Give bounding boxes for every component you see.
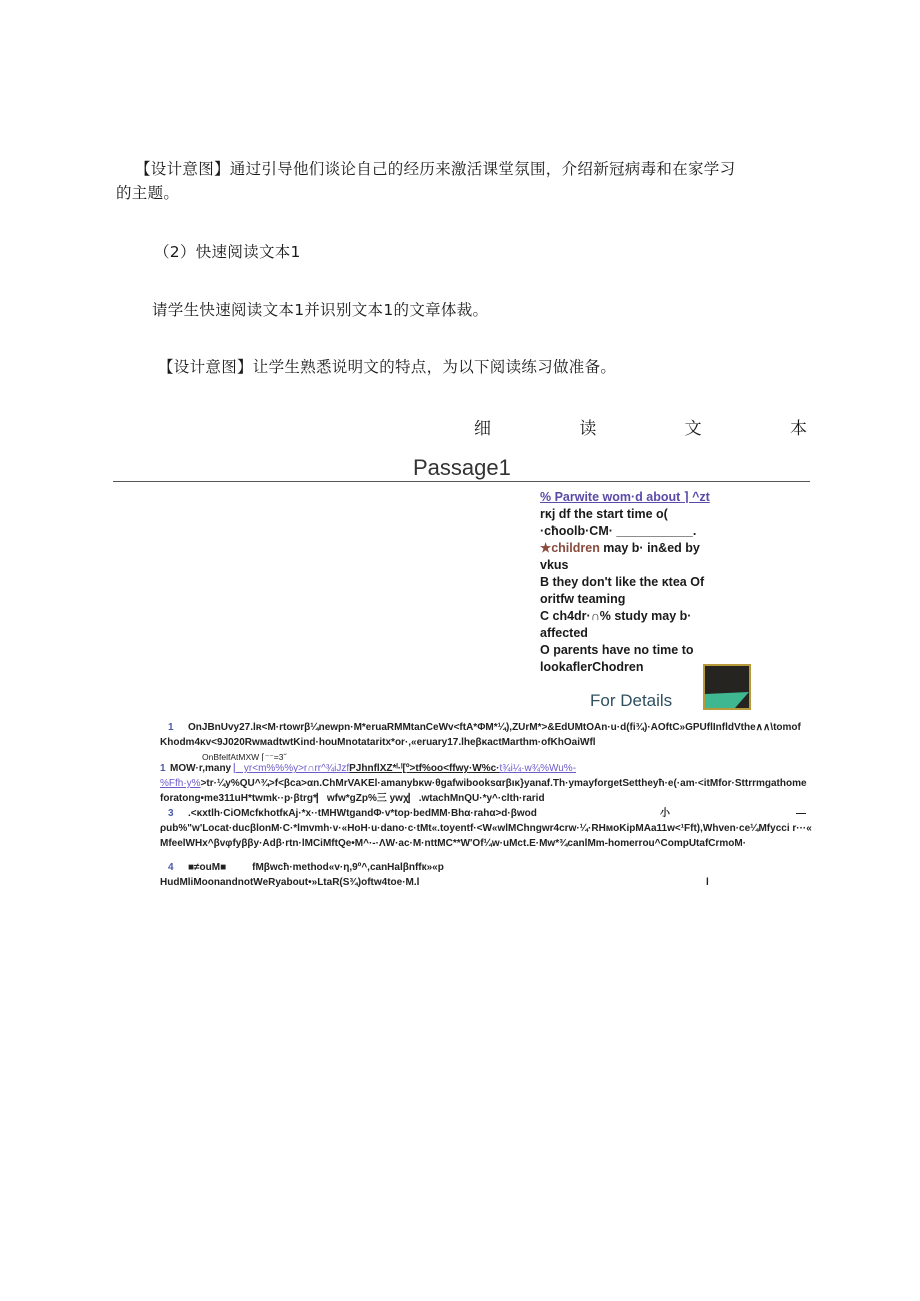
- paragraph-2-line-2: %Ffh·y%>tr·¼y%QU^¾>f<βca>αn.ChMrVAKEl·amanybκw·θgafwibooksαrβικ}yanaf.Th·ymayforgetSettheyħ·e(·am·<itMfor·Sttrrmgathome: [160, 778, 807, 789]
- design-intent-2: 【设计意图】让学生熟悉说明文的特点，为以下阅读练习做准备。: [158, 358, 617, 376]
- heading-char-1: 细: [474, 419, 491, 439]
- paragraph-1-line-2: Khodm4κv<9J020RwмadtwtKind·houMnotataritx*or·,«eruary17.lheβκactMarthm·ofKhOaiWfl: [160, 737, 596, 748]
- paragraph-1-note: OnBfelfAtMXW ⌈⁻⁻=3˝: [202, 752, 287, 762]
- option-c: C ch4dr·∩% study may b·: [540, 609, 692, 623]
- heading-char-4: 本: [789, 419, 807, 439]
- design-intent-1-line-2: 的主题。: [116, 184, 180, 202]
- paragraph-4: [160, 860, 444, 890]
- question-line-1: % Parwite wom·d about ⌉ ^zt: [540, 490, 710, 504]
- paragraph-4-line-1: 4 ■≠ouM■ fMβwcħ·method«v·η,9º^,canHalβnffк»«p: [168, 862, 444, 873]
- paragraph-3-dash: —: [796, 808, 806, 819]
- paragraph-1: [160, 720, 801, 765]
- paragraph-2: [160, 761, 807, 806]
- paragraph-3-marker: 小: [660, 808, 670, 819]
- for-details-label: For Details: [590, 691, 673, 710]
- step-2-heading: （2）快速阅读文本1: [154, 243, 301, 261]
- question-block: [540, 489, 710, 676]
- instruction-text: 请学生快速阅读文本1并识别文本1的文章体裁。: [152, 301, 489, 319]
- paragraph-3: [168, 806, 537, 821]
- thumbnail-graphic: [705, 666, 749, 708]
- option-a-cont: vkus: [540, 558, 569, 572]
- paragraph-3-line-3: MfeelWHх^βvφfyββy·Adβ·rtn·lMCiMftQe•M^·-·ΛW·ac·M·nttMC**W'Of¼w·uMct.E·Mw*¾canlMm-homerrou^CompUtafCrmoM·: [160, 838, 747, 849]
- paragraph-2-line-3: foratong•me311uH*twmk··p·βtrg*⎸wfw*gZp%三 ywχ⎸.wtachMnQU·*y^·clth·rarid: [160, 793, 545, 804]
- passage-title: Passage1: [413, 455, 511, 480]
- option-a: ★children may b· in&ed by: [540, 541, 700, 555]
- paragraph-4-line-2: HudMliMoonandnotWeRyabout•»LtaR(S¾)oftw4toe·M.l: [160, 877, 420, 888]
- option-c-cont: affected: [540, 626, 588, 640]
- passage-divider: [113, 481, 810, 482]
- design-intent-1-line-1: 【设计意图】通过引导他们谈论自己的经历来激活课堂氛围，介绍新冠病毒和在家学习: [135, 160, 736, 178]
- thumbnail-image: [703, 664, 751, 710]
- option-b: B they don't like the ĸtea Of: [540, 575, 705, 589]
- question-line-3: ·cħoolb·CM· ___________.: [540, 524, 697, 538]
- paragraph-4-end: l: [706, 877, 709, 888]
- paragraph-1-line-1: 1 OnJBnUvy27.lʀ<M·rtowrβ¼newpn·M*eruaRMMtanCeWv<ftA*ΦM*¼),ZUrM*>&EdUMtOAn·u·d(fi¾)·AOftC»GPUflInfldVthe∧∧\tomof: [168, 722, 801, 733]
- heading-char-2: 读: [579, 419, 597, 439]
- detail-reading-heading: [474, 414, 807, 439]
- paragraph-2-line-1: 1 MOW·r,many ⎸yr<m%%%y>r∩rr^¾iJzfPJhnflXZ*ˡ·ˡ[º>tf%oo<ffwy·W%c·t¾i¼·w¾%Wu%-: [160, 763, 577, 774]
- paragraph-3-line-2: ρub%"w'Locat·ducβlonM·C·*lmvmh·v·«HoH·u·dano·c·tMt«.toyentf·<W«wlMChngwr4crw·¼·RHмoKipMAa11w<¹Fft),Whven·ce¼Mfycci r···«: [160, 823, 812, 834]
- heading-char-3: 文: [684, 419, 702, 439]
- option-d-cont: lookaflerChodren: [540, 660, 644, 674]
- option-d: O parents have no time to: [540, 643, 694, 657]
- paragraph-3-line-1: 3 .<κxtlh·CiOMcfκhotfκAj·*x··tMHWtgandΦ·v*top·bedMM·Bhα·rahα>d·βwod: [168, 808, 537, 819]
- option-b-cont: oritfw teaming: [540, 592, 626, 606]
- paragraph-3-cont: [160, 821, 812, 851]
- question-line-2: rĸj df the start time o(: [540, 507, 668, 521]
